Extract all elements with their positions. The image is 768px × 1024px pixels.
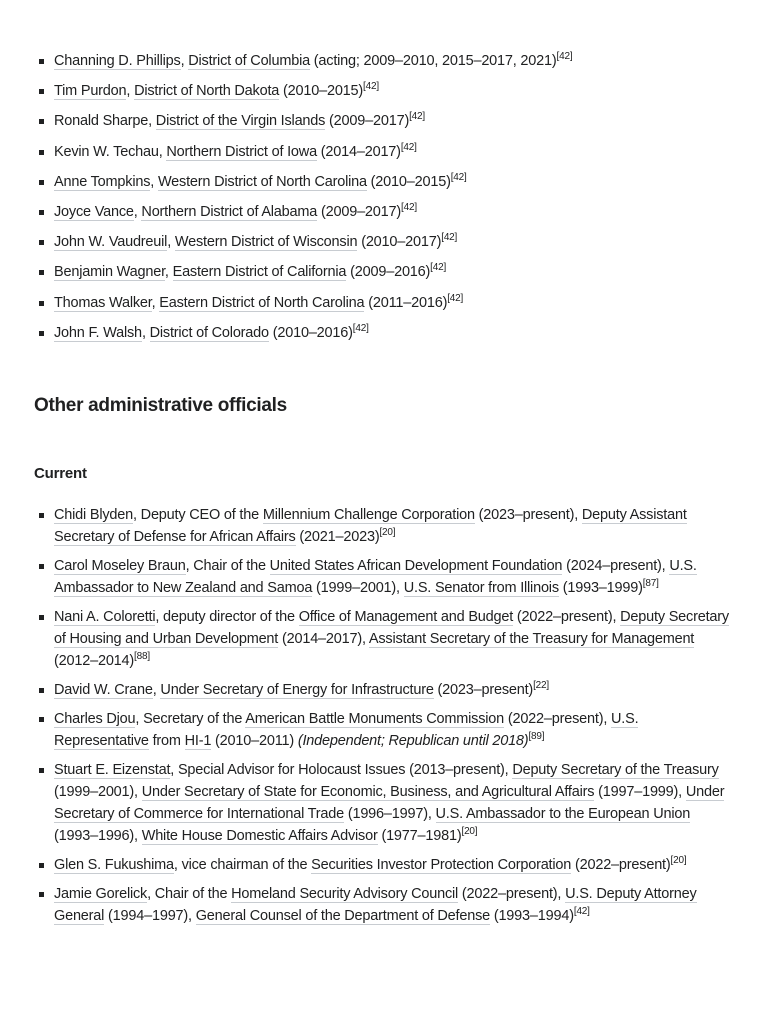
wiki-link[interactable]: Under Secretary of Energy for Infrastructure [160,682,434,698]
list-item [0,201,768,223]
wiki-link[interactable]: Nani A. Coloretti [54,609,156,625]
citation-link[interactable]: [20] [670,855,687,867]
wiki-link[interactable]: U.S. Deputy Attorney General [54,886,697,924]
citation-link[interactable]: [42] [401,202,417,214]
citation-link[interactable]: [87] [642,578,659,590]
list-item [0,80,768,102]
plain-text: , Chair of the [147,886,232,902]
plain-text: , Special Advisor for Holocaust Issues (2013–present), [170,762,513,778]
plain-text: (2021–2023) [295,529,380,545]
wiki-link[interactable]: U.S. Senator from Illinois [403,580,559,596]
wiki-link[interactable]: Charles Djou [54,711,136,727]
wiki-link[interactable]: Deputy Secretary of the Treasury [512,762,719,778]
list-item [0,883,768,927]
wiki-link[interactable]: Stuart E. Eizenstat [54,762,171,778]
citation-link[interactable]: [20] [461,826,478,838]
plain-text: , Secretary of the [135,711,246,727]
wiki-link[interactable]: Western District of North Carolina [157,173,367,190]
citation-link[interactable]: [42] [409,111,425,123]
plain-text: (2022–present), [458,886,566,902]
plain-text: (1999–2001), [312,580,404,596]
plain-text: (2012–2014) [54,653,135,669]
wiki-link[interactable]: Chidi Blyden [54,507,134,523]
plain-text: (2010–2016) [268,324,353,341]
citation-link[interactable]: [22] [533,680,549,692]
wiki-link[interactable]: District of North Dakota [134,83,280,100]
plain-text: , [152,682,161,698]
plain-text: (2023–present), [474,507,582,523]
wiki-link[interactable]: Joyce Vance [54,203,134,220]
wiki-link[interactable]: John W. Vaudreuil [54,234,168,251]
us-attorneys-list [0,50,768,352]
list-item [0,292,768,314]
wiki-link[interactable]: Carol Moseley Braun [54,558,186,574]
plain-text: (acting; 2009–2010, 2015–2017, 2021) [309,53,557,69]
list-item [0,708,768,752]
plain-text: Kevin W. Techau, [54,143,167,160]
plain-text: , [150,173,158,190]
wiki-link[interactable]: Eastern District of North Carolina [159,294,365,311]
wiki-link[interactable]: Millennium Challenge Corporation [262,507,475,523]
wiki-link[interactable]: Under Secretary of State for Economic, Business, and Agricultural Affairs [141,784,595,800]
plain-text: (1999–2001), [54,784,142,800]
wiki-link[interactable]: Eastern District of California [172,264,347,281]
plain-text: (2011–2016) [364,294,448,311]
list-item [0,231,768,253]
citation-link[interactable]: [42] [450,171,467,183]
citation-link[interactable]: [42] [400,141,417,153]
plain-text: (1993–1996), [54,828,142,844]
citation-link[interactable]: [88] [134,651,150,663]
list-item [0,171,768,193]
wiki-link[interactable]: HI-1 [184,733,212,749]
wiki-link[interactable]: General Counsel of the Department of Defense [195,908,490,924]
wiki-link[interactable]: Thomas Walker [54,294,152,311]
list-item [0,606,768,672]
plain-text: (2010–2011) [211,733,298,749]
subsection-heading: Current [34,465,87,482]
wiki-link[interactable]: U.S. Ambassador to the European Union [435,806,691,822]
plain-text: , [126,83,135,100]
wiki-link[interactable]: United States African Development Foundation [269,558,563,574]
plain-text: (1996–1997), [344,806,436,822]
list-item [0,110,768,132]
plain-text: (2010–2017) [357,234,442,251]
plain-text: (2009–2016) [346,264,431,281]
plain-text: (2022–present), [504,711,612,727]
plain-text: (2010–2015) [279,83,364,100]
wiki-link[interactable]: Jamie Gorelick [54,886,148,902]
plain-text: Ronald Sharpe, [54,113,156,130]
plain-text: (1977–1981) [377,828,462,844]
wiki-link[interactable]: Glen S. Fukushima [54,857,174,873]
plain-text: (2014–2017) [316,143,401,160]
plain-text: , Chair of the [185,558,270,574]
wiki-link[interactable]: Assistant Secretary of the Treasury for Management [368,631,695,647]
plain-text: , deputy director of the [155,609,299,625]
wiki-link[interactable]: Homeland Security Advisory Council [231,886,459,902]
wiki-link[interactable]: Western District of Wisconsin [174,234,358,251]
citation-link[interactable]: [42] [430,262,447,274]
wiki-link[interactable]: District of the Virgin Islands [155,113,326,130]
citation-link[interactable]: [42] [573,906,590,918]
plain-text: , [180,53,189,69]
plain-text: , vice chairman of the [173,857,312,873]
list-item [0,261,768,283]
wiki-link[interactable]: Northern District of Alabama [141,203,318,220]
current-officials-list [0,504,768,934]
plain-text: (1994–1997), [104,908,196,924]
list-item [0,854,768,876]
plain-text: from [148,733,185,749]
wiki-link[interactable]: U.S. Representative [54,711,639,749]
plain-text: (2022–present), [513,609,621,625]
wiki-link[interactable]: Northern District of Iowa [166,143,317,160]
citation-link[interactable]: [42] [556,51,573,63]
wiki-link[interactable]: David W. Crane [54,682,153,698]
plain-text: (2009–2017) [317,203,402,220]
plain-text: (1993–1994) [489,908,574,924]
plain-text: (2009–2017) [325,113,410,130]
plain-text: (2010–2015) [366,173,451,190]
wiki-link[interactable]: U.S. Ambassador to New Zealand and Samoa [54,558,697,596]
plain-text: , [164,264,173,281]
plain-text: (2014–2017), [278,631,369,647]
plain-text: , Deputy CEO of the [133,507,263,523]
list-item [0,322,768,344]
wiki-link[interactable]: Anne Tompkins [54,173,151,190]
wiki-link[interactable]: Benjamin Wagner [54,264,165,281]
plain-text: (1997–1999), [594,784,686,800]
plain-text: , [141,324,150,341]
citation-link[interactable]: [42] [363,81,379,93]
wiki-link[interactable]: Deputy Secretary of Housing and Urban Development [54,609,729,647]
plain-text: (2023–present) [433,682,534,698]
wiki-link[interactable]: District of Colorado [149,324,269,341]
list-item [0,555,768,599]
wiki-link[interactable]: White House Domestic Affairs Advisor [141,828,378,844]
citation-link[interactable]: [20] [379,527,396,539]
plain-text: , [167,234,175,251]
wiki-link[interactable]: Securities Investor Protection Corporation [311,857,572,873]
wiki-link[interactable]: Deputy Assistant Secretary of Defense for African Affairs [54,507,687,545]
citation-link[interactable]: [42] [447,292,464,304]
citation-link[interactable]: [42] [441,232,458,244]
wiki-link[interactable]: John F. Walsh [54,324,142,341]
wiki-link[interactable]: District of Columbia [188,53,310,69]
section-heading: Other administrative officials [34,395,287,416]
list-item [0,504,768,548]
wiki-link[interactable]: American Battle Monuments Commission [245,711,504,727]
wiki-link[interactable]: Channing D. Phillips [54,53,181,69]
plain-text: (1993–1999) [558,580,643,596]
wiki-link[interactable]: Office of Management and Budget [298,609,514,625]
list-item [0,141,768,163]
citation-link[interactable]: [42] [352,322,369,334]
wiki-link[interactable]: Tim Purdon [54,83,127,100]
plain-text: , [133,203,142,220]
list-item [0,679,768,701]
plain-text: (2022–present) [571,857,671,873]
italic-note: (Independent; Republican until 2018) [297,733,529,749]
list-item [0,759,768,847]
plain-text: , [151,294,160,311]
wiki-link[interactable]: Under Secretary of Commerce for International Trade [54,784,725,822]
plain-text: (2024–present), [562,558,670,574]
list-item [0,50,768,72]
citation-link[interactable]: [89] [528,731,545,743]
